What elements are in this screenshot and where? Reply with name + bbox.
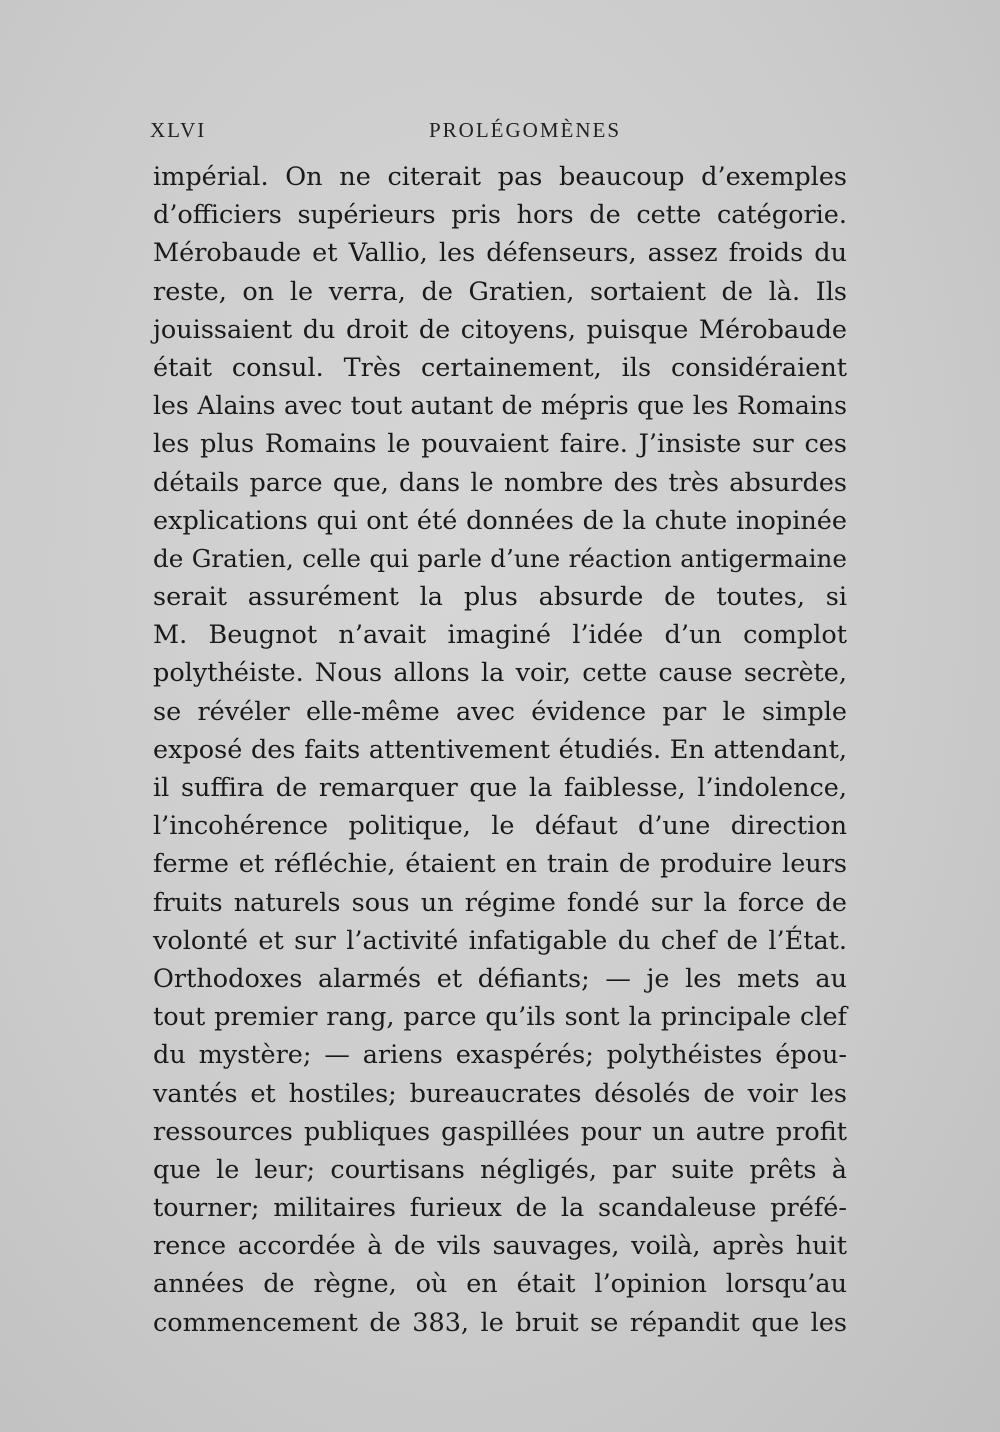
text-line: reste, on le verra, de Gratien, sortaient de là. Ils (153, 276, 847, 307)
text-line: l’incohérence politique, le défaut d’une direction (153, 811, 847, 842)
text-line: jouissaient du droit de citoyens, puisque Mérobaude (153, 314, 847, 345)
text-line: volonté et sur l’activité infatigable du chef de l’État. (153, 925, 847, 956)
page-number: XLVI (150, 118, 207, 142)
text-line: exposé des faits attentivement étudiés. En attendant, (153, 734, 847, 765)
text-line: ressources publiques gaspillées pour un autre profit (153, 1116, 847, 1147)
text-line: que le leur; courtisans négligés, par suite prêts à (153, 1154, 847, 1185)
text-line: polythéiste. Nous allons la voir, cette cause secrète, (153, 658, 847, 689)
text-line: les Alains avec tout autant de mépris que les Romains (153, 391, 847, 421)
text-line: vantés et hostiles; bureaucrates désolés de voir les (153, 1078, 847, 1109)
text-line: du mystère; — ariens exaspérés; polythéistes épou- (153, 1040, 847, 1071)
text-line: Mérobaude et Vallio, les défenseurs, assez froids du (153, 238, 847, 269)
text-line: commencement de 383, le bruit se répandit que les (153, 1307, 847, 1338)
text-line: tourner; militaires furieux de la scandaleuse préfé- (153, 1193, 847, 1224)
text-line: impérial. On ne citerait pas beaucoup d’exemples (153, 162, 847, 192)
text-line: années de règne, où en était l’opinion lorsqu’au (153, 1269, 847, 1300)
running-head (150, 118, 850, 146)
body-text (153, 158, 847, 1342)
text-line: rence accordée à de vils sauvages, voilà, après huit (153, 1231, 847, 1262)
text-line: il suffira de remarquer que la faiblesse, l’indolence, (153, 773, 847, 803)
text-line: M. Beugnot n’avait imaginé l’idée d’un complot (153, 620, 847, 651)
text-line: se révéler elle-même avec évidence par le simple (153, 696, 847, 727)
text-line: tout premier rang, parce qu’ils sont la principale clef (153, 1002, 847, 1033)
text-line: fruits naturels sous un régime fondé sur la force de (153, 887, 847, 918)
text-line: d’officiers supérieurs pris hors de cette catégorie. (153, 200, 847, 231)
text-line: de Gratien, celle qui parle d’une réaction antigermaine (153, 543, 847, 573)
text-line: ferme et réfléchie, étaient en train de produire leurs (153, 849, 847, 880)
text-line: les plus Romains le pouvaient faire. J’insiste sur ces (153, 429, 847, 460)
running-title: PROLÉGOMÈNES (428, 118, 621, 142)
text-line: détails parce que, dans le nombre des très absurdes (153, 467, 847, 498)
text-line: était consul. Très certainement, ils considéraient (153, 352, 847, 383)
text-line: explications qui ont été données de la chute inopinée (153, 505, 847, 536)
text-line: serait assurément la plus absurde de toutes, si (153, 582, 847, 613)
text-line: Orthodoxes alarmés et défiants; — je les mets au (153, 963, 847, 994)
